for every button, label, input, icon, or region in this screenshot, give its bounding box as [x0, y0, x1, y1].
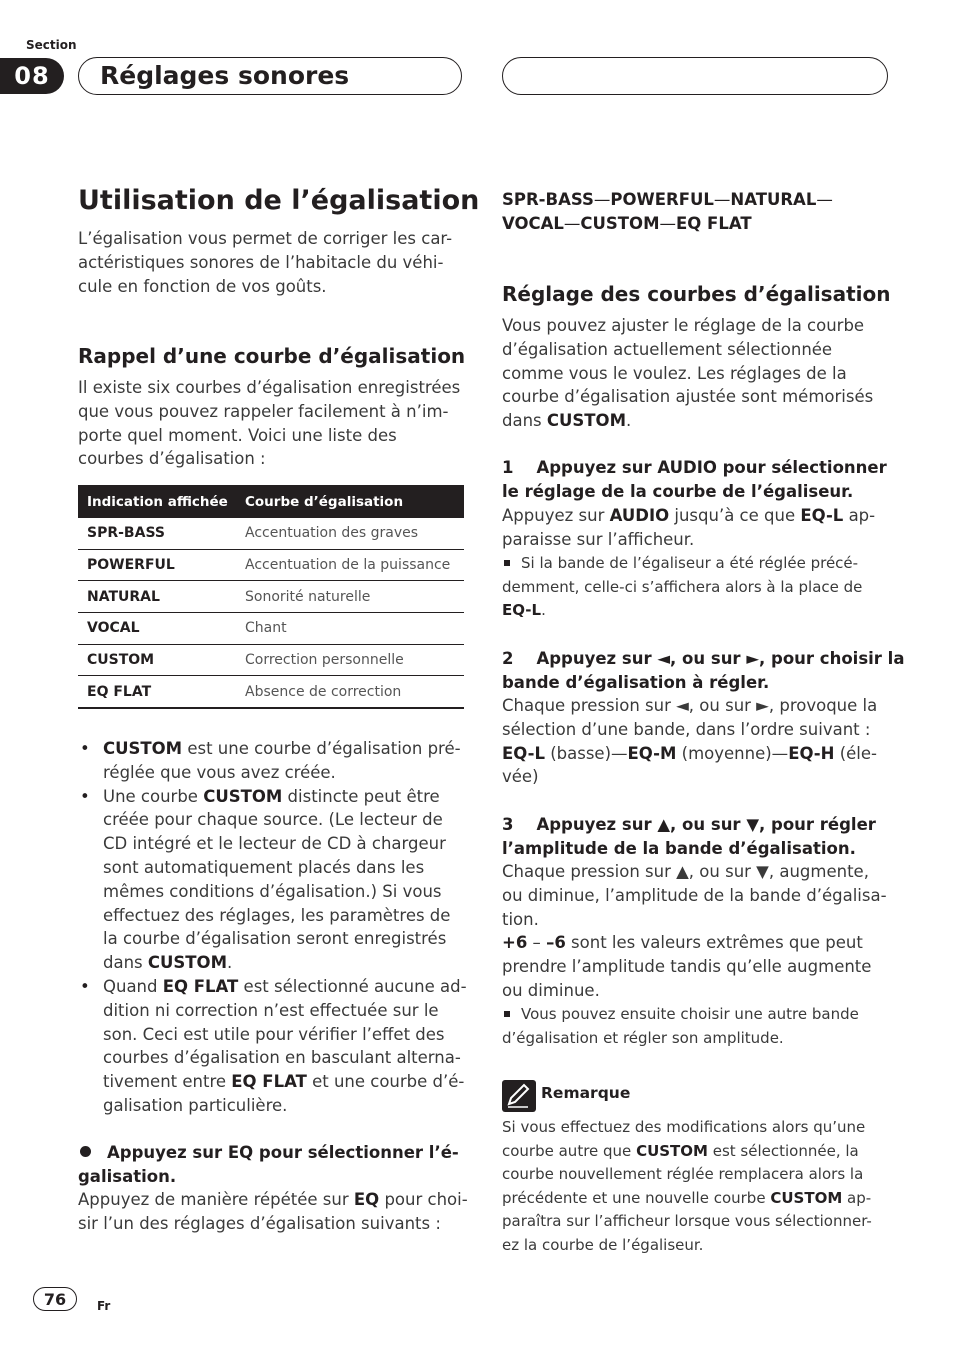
- table-cell: SPR-BASS: [78, 518, 237, 549]
- text-span: précédente et une nouvelle courbe: [502, 1188, 771, 1207]
- step-2-heading: [502, 647, 905, 694]
- text-line: créée pour chaque source. (Le lecteur de: [103, 810, 443, 830]
- sequence-item: SPR-BASS: [502, 190, 594, 209]
- text-span: jusqu’à ce que: [669, 506, 801, 525]
- text-line: courbe d’égalisation ajustée sont mémorisés: [502, 387, 874, 407]
- text-span: Vous pouvez ensuite choisir une autre bande: [521, 1005, 859, 1023]
- table-cell: Absence de correction: [237, 676, 464, 708]
- table-row: [78, 613, 464, 645]
- text-line: ez la courbe de l’égaliseur.: [502, 1235, 704, 1254]
- sequence-item: VOCAL: [502, 213, 564, 233]
- recall-heading: Rappel d’une courbe d’égalisation: [78, 344, 466, 368]
- sequence-dash: —: [713, 190, 731, 209]
- table-cell: Sonorité naturelle: [237, 581, 464, 613]
- text-span: est sélectionnée, la: [707, 1141, 859, 1160]
- text-line: comme vous le voulez. Les réglages de la: [502, 363, 847, 383]
- text-line: courbes d’égalisation en basculant alterna-: [103, 1048, 461, 1068]
- bold-term: EQ-M: [627, 743, 677, 763]
- list-item: [78, 975, 468, 1118]
- table-cell: POWERFUL: [78, 549, 237, 581]
- text-span: Appuyez de manière répétée sur: [78, 1190, 354, 1209]
- text-line: tion.: [502, 909, 539, 929]
- remark-label: Remarque: [541, 1084, 631, 1102]
- bullet-list: [78, 737, 468, 1118]
- text-line: effectuez des réglages, les paramètres de: [103, 905, 451, 925]
- text-line: d’égalisation actuellement sélectionnée: [502, 339, 833, 359]
- bold-term: CUSTOM: [770, 1188, 843, 1207]
- text-span: Quand: [103, 976, 163, 996]
- bold-term: EQ FLAT: [231, 1072, 307, 1092]
- sequence-dash: —: [563, 213, 581, 233]
- bold-term: CUSTOM: [546, 411, 626, 431]
- table-cell: NATURAL: [78, 581, 237, 613]
- table-row: [78, 644, 464, 676]
- list-item: [78, 737, 468, 785]
- sequence-dash: —: [659, 213, 676, 233]
- table-cell: Correction personnelle: [237, 644, 464, 676]
- text-span: Appuyez sur EQ pour sélectionner l’é-: [107, 1143, 459, 1162]
- text-span: .: [541, 601, 546, 620]
- step-1-note: [502, 552, 887, 623]
- bold-term: –6: [546, 933, 566, 953]
- bold-term: EQ FLAT: [162, 976, 239, 996]
- text-line: que vous pouvez rappeler facilement à n’im-: [78, 401, 449, 421]
- sequence-item: NATURAL: [730, 190, 817, 209]
- eq-step-text: [78, 1188, 468, 1236]
- text-span: (éle-: [834, 743, 877, 763]
- text-span: dans: [502, 411, 547, 431]
- step-1-heading: [502, 456, 892, 503]
- note-square-icon: [504, 1011, 510, 1017]
- text-span: et une courbe d’é-: [306, 1072, 465, 1092]
- text-line: galisation.: [78, 1166, 177, 1186]
- pencil-note-icon: [502, 1080, 536, 1112]
- text-span: dans: [103, 953, 148, 973]
- text-span: tivement entre: [103, 1072, 232, 1092]
- remark-text: [502, 1116, 887, 1258]
- text-line: Vous pouvez ajuster le réglage de la courbe: [502, 316, 865, 335]
- empty-header-frame: [502, 57, 888, 95]
- intro-paragraph: [78, 227, 468, 298]
- text-line: 1 Appuyez sur AUDIO pour sélectionner: [502, 458, 887, 477]
- text-line: demment, celle-ci s’affichera alors à la place de: [502, 577, 863, 596]
- bold-term: EQ-L: [502, 743, 545, 763]
- text-line: cule en fonction de vos goûts.: [78, 276, 327, 296]
- bold-term: CUSTOM: [103, 739, 183, 758]
- table-cell: Chant: [237, 613, 464, 645]
- column-header: Indication affichée: [78, 485, 237, 518]
- text-line: courbe nouvellement réglée remplacera alors la: [502, 1165, 864, 1184]
- text-line: Chaque pression sur ◄, ou sur ►, provoque la: [502, 696, 878, 715]
- table-row: [78, 518, 464, 549]
- text-line: réglée que vous avez créée.: [103, 762, 336, 782]
- bullet-dot-icon: [80, 1146, 91, 1157]
- text-line: sir l’un des réglages d’égalisation suivants :: [78, 1213, 441, 1233]
- text-line: courbes d’égalisation :: [78, 449, 266, 469]
- sequence-dash: —: [593, 190, 611, 209]
- text-span: courbe autre que: [502, 1141, 637, 1160]
- text-span: –: [527, 933, 547, 953]
- text-line: Il existe six courbes d’égalisation enregistrées: [78, 378, 461, 397]
- text-line: bande d’égalisation à régler.: [502, 672, 770, 692]
- bold-term: CUSTOM: [147, 953, 227, 973]
- table-row: [78, 676, 464, 708]
- text-line: l’amplitude de la bande d’égalisation.: [502, 838, 856, 858]
- text-line: vée): [502, 767, 539, 787]
- page-number: 76: [33, 1287, 77, 1311]
- step-3-heading: [502, 813, 892, 860]
- text-line: 3 Appuyez sur ▲, ou sur ▼, pour régler: [502, 815, 876, 834]
- text-line: dition ni correction n’est effectuée sur le: [103, 1000, 439, 1020]
- table-cell: VOCAL: [78, 613, 237, 645]
- language-code: Fr: [97, 1299, 111, 1313]
- text-line: ou diminue, l’amplitude de la bande d’égalisa-: [502, 885, 887, 905]
- text-span: ap-: [843, 506, 876, 525]
- adjust-paragraph: [502, 314, 892, 433]
- step-2-text: [502, 694, 892, 789]
- text-span: (basse)—: [544, 743, 628, 763]
- text-line: mêmes conditions d’égalisation.) Si vous: [103, 881, 442, 901]
- eq-step-heading: [78, 1141, 468, 1188]
- bold-term: CUSTOM: [636, 1141, 708, 1160]
- sequence-item: POWERFUL: [610, 190, 714, 209]
- text-span: .: [226, 953, 233, 973]
- bold-term: AUDIO: [609, 506, 670, 525]
- table-cell: Accentuation de la puissance: [237, 549, 464, 581]
- text-line: porte quel moment. Voici une liste des: [78, 425, 397, 445]
- bold-term: EQ: [353, 1190, 380, 1209]
- text-line: L’égalisation vous permet de corriger les car-: [78, 229, 453, 248]
- text-line: ou diminue.: [502, 980, 600, 1000]
- step-3-text: [502, 860, 892, 1003]
- text-span: Si la bande de l’égaliseur a été réglée précé-: [521, 554, 859, 572]
- section-title: Réglages sonores: [100, 61, 350, 90]
- text-line: d’égalisation et régler son amplitude.: [502, 1028, 784, 1047]
- text-span: est sélectionné aucune ad-: [238, 976, 467, 996]
- page-title: Utilisation de l’égalisation: [78, 185, 480, 216]
- sequence-item: EQ FLAT: [676, 213, 752, 233]
- column-header: Courbe d’égalisation: [237, 485, 464, 518]
- text-span: Appuyez sur: [502, 506, 610, 525]
- text-line: son. Ceci est utile pour vérifier l’effet des: [103, 1024, 445, 1044]
- text-line: paraîtra sur l’afficheur lorsque vous sélectionner-: [502, 1212, 872, 1231]
- text-line: sélection d’une bande, dans l’ordre suivant :: [502, 719, 871, 739]
- bold-term: CUSTOM: [203, 786, 283, 806]
- adjust-heading: Réglage des courbes d’égalisation: [502, 282, 891, 306]
- text-line: la courbe d’égalisation seront enregistrés: [103, 929, 447, 949]
- text-span: pour choi-: [379, 1190, 468, 1209]
- eq-curves-table: [78, 485, 464, 709]
- text-line: paraisse sur l’afficheur.: [502, 529, 695, 549]
- text-line: prendre l’amplitude tandis qu’elle augmente: [502, 957, 872, 977]
- text-line: Chaque pression sur ▲, ou sur ▼, augmente,: [502, 862, 869, 881]
- text-span: est une courbe d’égalisation pré-: [182, 739, 461, 758]
- text-line: sont automatiquement placés dans les: [103, 857, 425, 877]
- table-cell: CUSTOM: [78, 644, 237, 676]
- eq-sequence: [502, 188, 892, 235]
- text-span: distincte peut être: [282, 786, 440, 806]
- text-span: (moyenne)—: [676, 743, 789, 763]
- table-header-row: [78, 485, 464, 518]
- sequence-dash: —: [816, 190, 833, 209]
- bold-term: +6: [502, 933, 528, 953]
- bold-term: EQ-L: [800, 506, 844, 525]
- sequence-item: CUSTOM: [580, 213, 660, 233]
- bold-term: EQ-L: [502, 601, 542, 620]
- table-cell: EQ FLAT: [78, 676, 237, 708]
- text-span: ap-: [842, 1188, 872, 1207]
- text-line: galisation particulière.: [103, 1095, 288, 1115]
- table-row: [78, 581, 464, 613]
- text-line: 2 Appuyez sur ◄, ou sur ►, pour choisir la: [502, 649, 905, 668]
- text-line: le réglage de la courbe de l’égaliseur.: [502, 481, 854, 501]
- text-line: Si vous effectuez des modifications alors qu’une: [502, 1118, 866, 1136]
- table-cell: Accentuation des graves: [237, 518, 464, 549]
- text-line: actéristiques sonores de l’habitacle du véhi-: [78, 252, 444, 272]
- text-line: CD intégré et le lecteur de CD à chargeur: [103, 834, 446, 854]
- list-item: [78, 785, 468, 975]
- step-3-note: [502, 1003, 887, 1050]
- text-span: sont les valeurs extrêmes que peut: [565, 933, 863, 953]
- text-span: Une courbe: [103, 786, 204, 806]
- bold-term: EQ-H: [788, 743, 835, 763]
- step-1-text: [502, 504, 892, 552]
- note-square-icon: [504, 560, 510, 566]
- recall-paragraph: [78, 376, 468, 471]
- section-label: Section: [26, 38, 77, 52]
- section-number-badge: 08: [0, 58, 64, 94]
- table-row: [78, 549, 464, 581]
- text-span: .: [625, 411, 632, 431]
